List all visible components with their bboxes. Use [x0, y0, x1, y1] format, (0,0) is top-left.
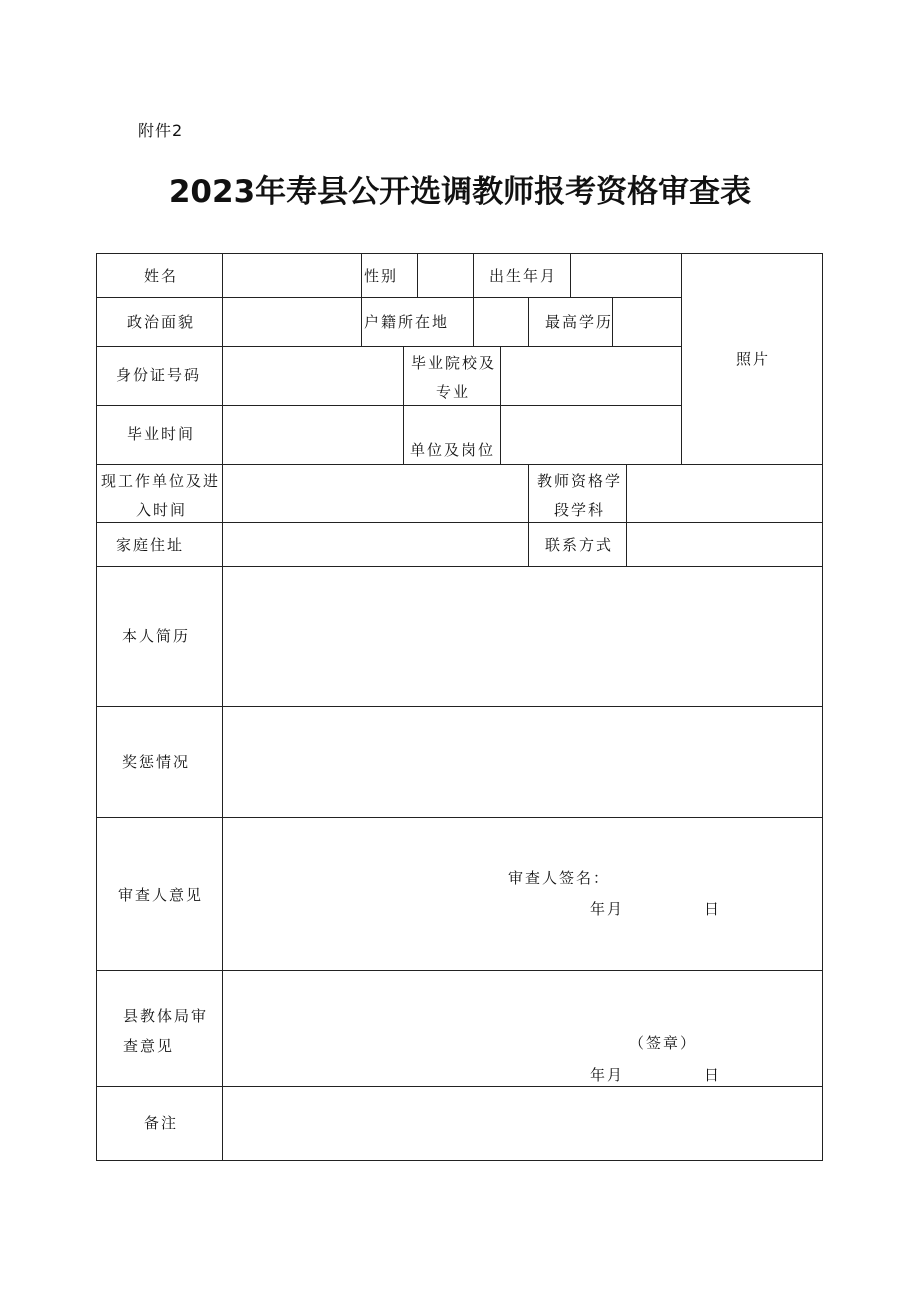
highest-education-field[interactable] [613, 298, 681, 346]
gender-label: 性别 [364, 267, 399, 285]
resume-field[interactable] [223, 567, 822, 706]
school-major-field[interactable] [501, 347, 681, 405]
reviewer-day-label: 日 [704, 900, 722, 918]
unit-post-label: 单位及岗位 [410, 441, 496, 459]
current-unit-label-line1: 现工作单位及进 [101, 472, 221, 490]
table-line [96, 1160, 823, 1161]
table-line [96, 297, 682, 298]
table-line [96, 253, 97, 1161]
attachment-label: 附件2 [138, 121, 184, 140]
home-address-label: 家庭住址 [116, 536, 185, 554]
bureau-opinion-label-line1: 县教体局审 [123, 1007, 209, 1025]
remarks-label: 备注 [144, 1114, 179, 1132]
table-line [361, 253, 362, 346]
rewards-penalties-field[interactable] [223, 707, 822, 817]
teacher-cert-label-line1: 教师资格学 [537, 472, 623, 490]
seal-label: （签章） [629, 1034, 698, 1052]
teacher-cert-field[interactable] [627, 465, 822, 522]
id-number-field[interactable] [223, 347, 403, 405]
birth-date-label: 出生年月 [489, 267, 558, 285]
bureau-day-label: 日 [704, 1066, 722, 1084]
rewards-penalties-label: 奖惩情况 [122, 753, 191, 771]
teacher-cert-label-line2: 段学科 [554, 501, 606, 519]
name-label: 姓名 [144, 267, 179, 285]
current-unit-field[interactable] [223, 465, 528, 522]
reviewer-opinion-label: 审查人意见 [118, 886, 204, 904]
gender-field[interactable] [418, 254, 473, 297]
contact-field[interactable] [627, 523, 822, 566]
bureau-opinion-label-line2: 查意见 [123, 1037, 175, 1055]
current-unit-label-line2: 入时间 [136, 501, 188, 519]
birth-date-field[interactable] [571, 254, 681, 297]
table-line [96, 970, 823, 971]
photo-label: 照片 [736, 350, 771, 368]
unit-post-field[interactable] [501, 406, 681, 464]
id-number-label: 身份证号码 [116, 366, 202, 384]
contact-label: 联系方式 [545, 536, 614, 554]
bureau-year-month-label: 年月 [590, 1066, 625, 1084]
political-status-label: 政治面貌 [127, 313, 196, 331]
table-line [403, 346, 404, 464]
household-registration-field[interactable] [474, 298, 528, 346]
table-line [822, 253, 823, 1161]
table-line [528, 297, 529, 346]
school-major-label-line1: 毕业院校及 [411, 354, 497, 372]
photo-field[interactable] [682, 254, 822, 464]
graduation-time-field[interactable] [223, 406, 403, 464]
table-line [528, 464, 529, 566]
name-field[interactable] [223, 254, 361, 297]
form-title: 2023年寿县公开选调教师报考资格审查表 [168, 174, 752, 210]
reviewer-year-month-label: 年月 [590, 900, 625, 918]
remarks-field[interactable] [223, 1087, 822, 1160]
highest-education-label: 最高学历 [545, 313, 614, 331]
table-line [96, 817, 823, 818]
school-major-label-line2: 专业 [436, 383, 471, 401]
resume-label: 本人简历 [122, 627, 191, 645]
graduation-time-label: 毕业时间 [127, 425, 196, 443]
reviewer-signature-label: 审查人签名： [508, 869, 611, 887]
household-registration-label: 户籍所在地 [364, 313, 450, 331]
home-address-field[interactable] [223, 523, 528, 566]
political-status-field[interactable] [223, 298, 361, 346]
